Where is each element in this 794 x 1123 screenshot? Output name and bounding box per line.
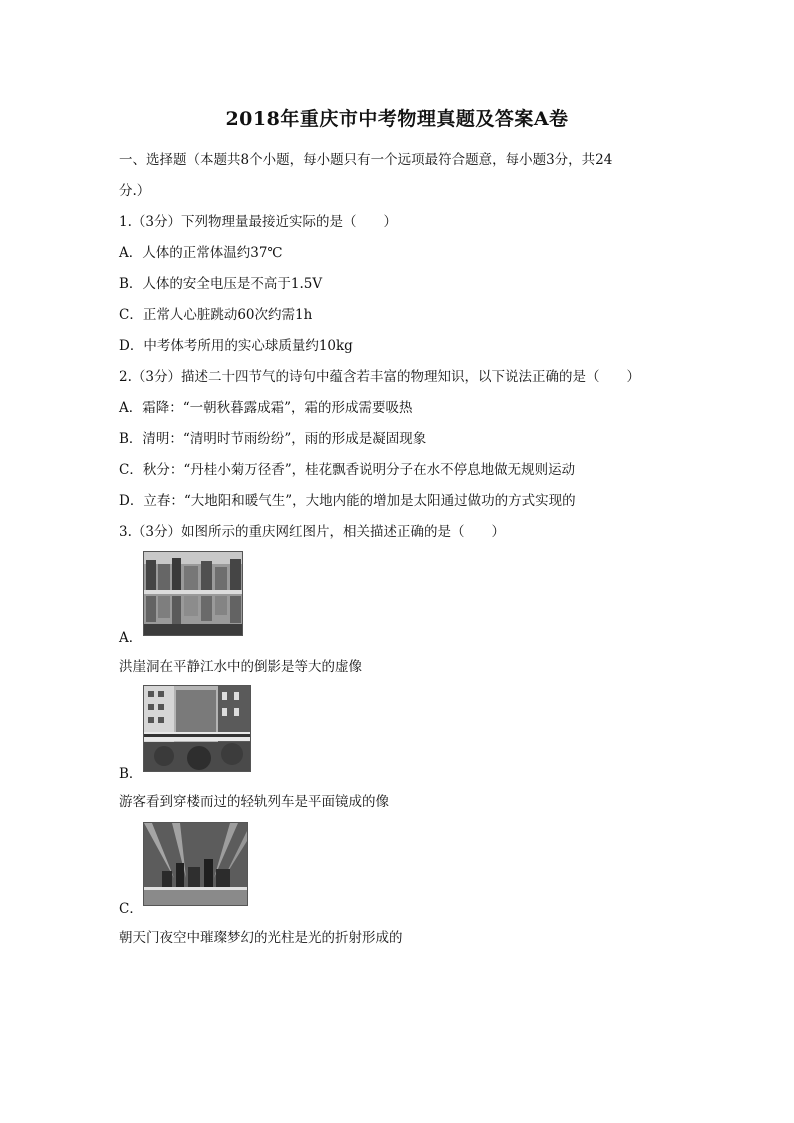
section-heading-cont: 分.） (119, 183, 151, 199)
question-3-option-a-caption: 洪崖洞在平静江水中的倒影是等大的虚像 (119, 659, 362, 675)
question-2-option-b: B．清明：“清明时节雨纷纷”，雨的形成是凝固现象 (119, 431, 427, 447)
question-3-option-b-label: B． (119, 766, 143, 782)
question-3-option-c-caption: 朝天门夜空中璀璨梦幻的光柱是光的折射形成的 (119, 930, 403, 946)
page-title: 2018年重庆市中考物理真题及答案A卷 (225, 108, 569, 130)
question-2-stem: 2.（3分）描述二十四节气的诗句中蕴含若丰富的物理知识，以下说法正确的是（ ） (119, 369, 640, 385)
chaotianmen-light-beams-photo (143, 822, 248, 906)
question-1-option-d: D．中考体考所用的实心球质量约10kg (119, 338, 353, 354)
question-1-stem: 1.（3分）下列物理量最接近实际的是（ ） (119, 214, 397, 230)
question-3-option-b-caption: 游客看到穿楼而过的轻轨列车是平面镜成的像 (119, 794, 389, 810)
question-2-option-d: D．立春：“大地阳和暖气生”，大地内能的增加是太阳通过做功的方式实现的 (119, 493, 576, 509)
light-rail-building-photo (143, 685, 251, 772)
question-3-option-c-label: C． (119, 901, 143, 917)
question-3-option-a-label: A． (119, 630, 143, 646)
question-1-option-b: B．人体的安全电压是不高于1.5V (119, 276, 323, 292)
question-3-stem: 3.（3分）如图所示的重庆网红图片，相关描述正确的是（ ） (119, 524, 505, 540)
section-heading: 一、选择题（本题共8个小题，每小题只有一个远项最符合题意，每小题3分，共24 (119, 152, 613, 168)
question-1-option-c: C．正常人心脏跳动60次约需1h (119, 307, 313, 323)
hongyadong-reflection-photo (143, 551, 243, 636)
question-1-option-a: A．人体的正常体温约37℃ (119, 245, 283, 261)
question-2-option-a: A．霜降：“一朝秋暮露成霜”，霜的形成需要吸热 (119, 400, 413, 416)
question-2-option-c: C．秋分：“丹桂小菊万径香”，桂花飘香说明分子在水不停息地做无规则运动 (119, 462, 576, 478)
